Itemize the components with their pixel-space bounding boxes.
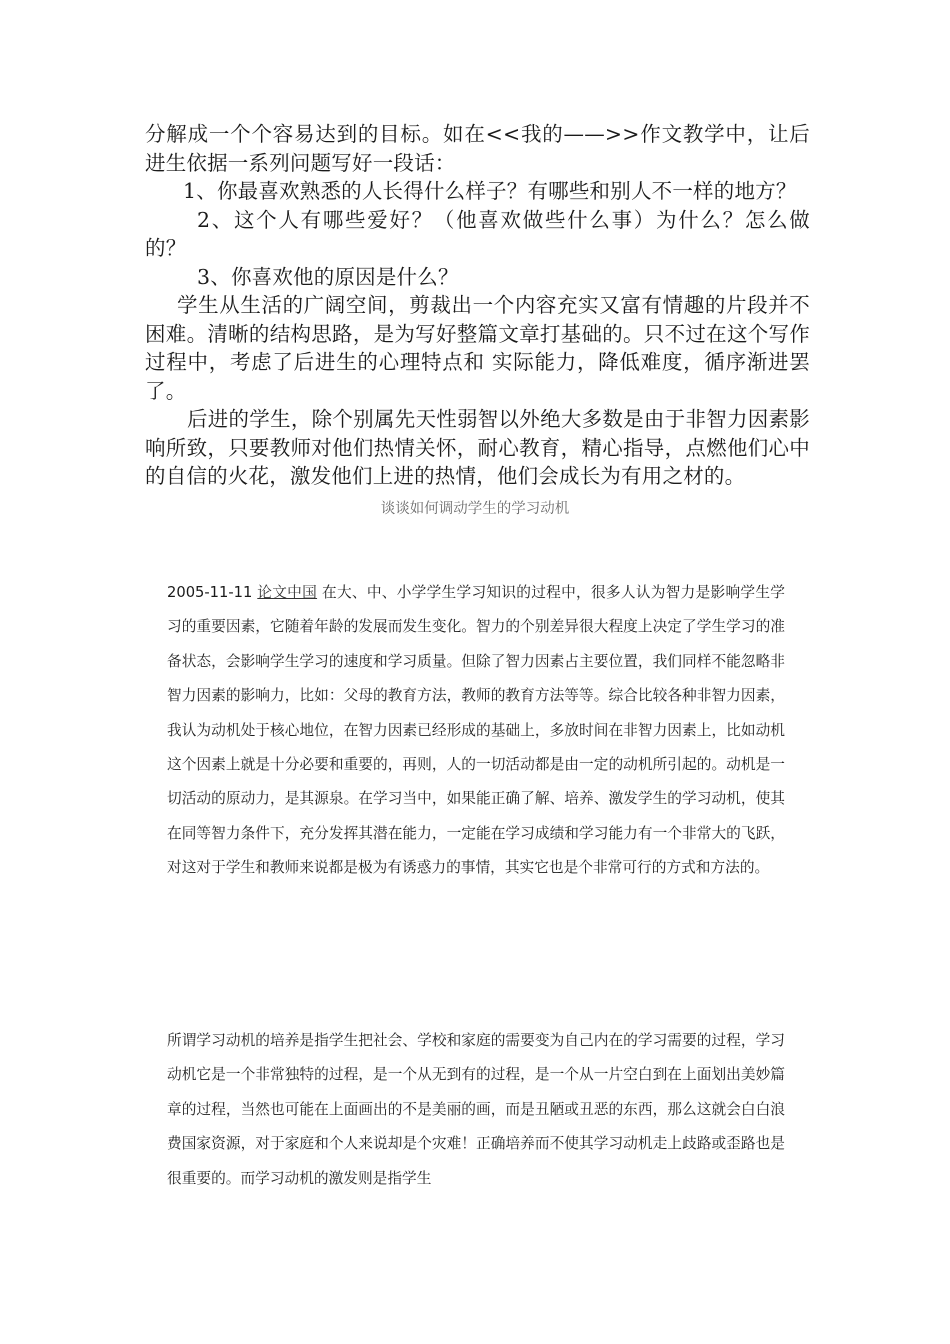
article-title: 谈谈如何调动学生的学习动机 <box>380 501 570 517</box>
question-3: 3、你喜欢他的原因是什么？ <box>197 264 459 289</box>
conclusion-paragraph: 后进的学生，除个别属先天性弱智以外绝大多数是由于非智力因素影响所致，只要教师对他们热情关怀，耐心教育，精心指导，点燃他们心中的自信的火花，激发他们上进的热情，他们会成长为有用之材的。 <box>145 407 810 488</box>
article-paragraph-2 <box>167 1024 785 1196</box>
question-2: 2、这个人有哪些爱好？（他喜欢做些什么事）为什么？怎么做的？ <box>145 207 810 260</box>
question-1: 1、你最喜欢熟悉的人长得什么样子？有哪些和别人不一样的地方？ <box>183 179 797 203</box>
source-link[interactable]: 论文中国 <box>257 584 318 601</box>
article-paragraph-1 <box>167 576 785 886</box>
publish-date: 2005-11-11 <box>167 584 253 601</box>
paragraph-text: 在大、中、小学学生学习知识的过程中，很多人认为智力是影响学生学习的重要因素，它随着年龄的发展而发生变化。智力的个别差异很大程度上决定了学生学习的准备状态，会影响学生学习的速度和学习质量。但除了智力因素占主要位置，我们同样不能忽略非智力因素的影响力，比如：父母的教育方法，教师的教育方法等等。综合比较各种非智力因素，我认为动机处于核心地位，在智力因素已经形成的基础上，多放时间在非智力因素上，比如动机这个因素上就是十分必要和重要的，再则，人的一切活动都是由一定的动机所引起的。动机是一切活动的原动力，是其源泉。在学习当中，如果能正确了解、培养、激发学生的学习动机，使其在同等智力条件下，充分发挥其潜在能力，一定能在学习成绩和学习能力有一个非常大的飞跃，对这对于学生和教师来说都是极为有诱惑力的事情，其实它也是个非常可行的方式和方法的。 <box>167 584 785 877</box>
intro-paragraph: 分解成一个个容易达到的目标。如在<<我的——>>作文教学中，让后进生依据一系列问题写好一段话： <box>145 122 810 175</box>
paragraph-text: 所谓学习动机的培养是指学生把社会、学校和家庭的需要变为自己内在的学习需要的过程，学习动机它是一个非常独特的过程，是一个从无到有的过程，是一个从一片空白到在上面划出美妙篇章的过程，当然也可能在上面画出的不是美丽的画，而是丑陋或丑恶的东西，那么这就会白白浪费国家资源，对于家庭和个人来说却是个灾难！正确培养而不使其学习动机走上歧路或歪路也是很重要的。而学习动机的激发则是指学生 <box>167 1032 785 1187</box>
body-paragraph: 学生从生活的广阔空间，剪裁出一个内容充实又富有情趣的片段并不困难。清晰的结构思路，是为写好整篇文章打基础的。只不过在这个写作过程中，考虑了后进生的心理特点和 实际能力，降低难度，循序渐进罢了。 <box>145 293 810 403</box>
essay-section <box>145 120 810 491</box>
